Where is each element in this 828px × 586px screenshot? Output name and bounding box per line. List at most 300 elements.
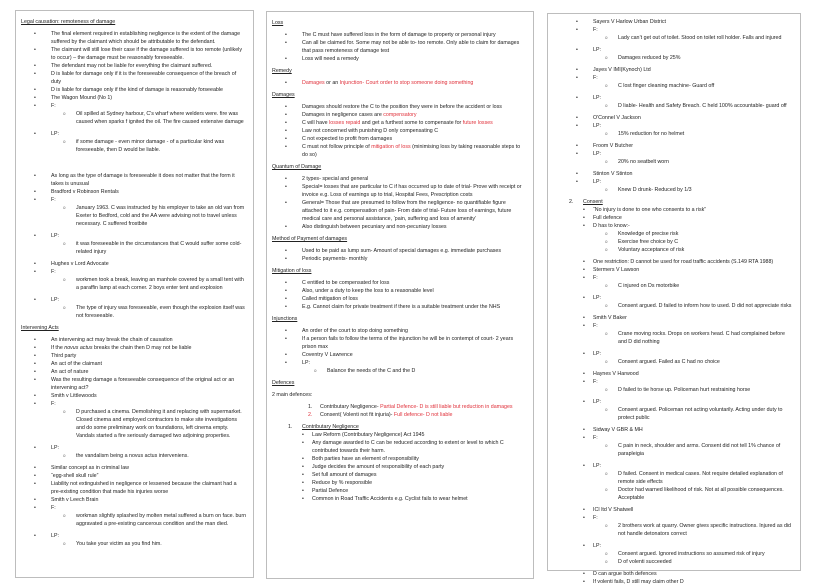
bullet-icon: •	[285, 336, 287, 342]
list-item	[272, 223, 527, 231]
list-item	[21, 232, 247, 256]
list-item	[583, 274, 794, 290]
item-text: General= Those that are presumed to follow from the negligence- no quantifiable figure attached to it e.g. compensation of pain- From date of trial- Future loss of earnings, future medical care and personal assistance, ‘pain, suffering and loss of amenity’	[302, 200, 512, 222]
item-text: The claimant will still lose their case if the damage suffered is too remote (unlikely to occur) – the damage must be reasonably foreseeable.	[51, 47, 242, 61]
sub-list-item	[593, 486, 794, 502]
bullet-icon: •	[285, 248, 287, 254]
item-text: Jayes V IMI(Kynoch) Ltd	[593, 67, 651, 73]
bullet-list	[272, 327, 527, 375]
text-segment: Contributary Negligence-	[320, 404, 381, 410]
list-item	[553, 178, 794, 194]
text-segment: and get a furthest some to compensate for	[360, 120, 463, 126]
item-text: D can argue both defences	[593, 571, 657, 577]
list-item	[21, 464, 247, 472]
item-text: An order of the court to stop doing something	[302, 328, 409, 334]
bullet-icon: •	[34, 393, 36, 399]
bullet-icon: •	[285, 176, 287, 182]
hollow-bullet-icon: o	[314, 368, 317, 373]
list-item	[272, 175, 527, 183]
paragraph: 2 main defences:	[272, 392, 313, 398]
item-text: F:	[51, 505, 56, 511]
sub-list-item	[593, 330, 794, 346]
bullet-icon: •	[285, 120, 287, 126]
bullet-icon: •	[583, 507, 585, 513]
bullet-icon: •	[34, 473, 36, 479]
sub-item-text: Knew D drunk- Reduced by 1/3	[618, 187, 692, 193]
sub-list-item	[593, 246, 794, 254]
bullet-icon: •	[34, 103, 36, 109]
bullet-icon: •	[576, 123, 578, 129]
bullet-icon: •	[285, 80, 287, 86]
bullet-icon: •	[285, 288, 287, 294]
sub-list	[593, 54, 794, 62]
text-segment: Damages in negligence cases are	[302, 112, 384, 118]
list-item	[583, 398, 794, 422]
bullet-icon: •	[583, 259, 585, 265]
bullet-icon: •	[34, 401, 36, 407]
bullet-icon: •	[285, 352, 287, 358]
list-item	[553, 122, 794, 138]
item-text: LP:	[593, 351, 601, 357]
sub-item-text: January 1963. C was instructed by his employer to take an old van from Exeter to Bedford, cold and the AA were advising not to travel unless necessary. C suffered frostbite	[76, 205, 245, 227]
item-text: LP:	[593, 123, 601, 129]
text-segment: (minimising loss by taking reasonable steps to do so)	[302, 144, 521, 158]
hollow-bullet-icon: o	[605, 359, 608, 364]
bullet-icon: •	[285, 104, 287, 110]
list-item	[272, 351, 527, 359]
list-item	[302, 463, 527, 471]
item-text: Similar concept as in criminal law	[51, 465, 130, 471]
sub-item-text: D liable- Health and Safety Breach. C held 100% accountable- guard off	[618, 103, 787, 109]
sub-list	[51, 138, 247, 154]
item-text: LP:	[51, 297, 59, 303]
list-item	[272, 183, 527, 199]
bullet-icon: •	[285, 112, 287, 118]
bullet-icon: •	[583, 427, 585, 433]
sub-item-text: D failed. Consent in medical cases. Not require detailed explanation of remote side effects	[618, 471, 783, 485]
item-text: The defendant may not be liable for everything the claimant suffered.	[51, 63, 213, 69]
item-text: D is liable for damage only if it is the foreseeable consequence of the breach of duty	[51, 71, 237, 85]
item-text: LP:	[593, 463, 601, 469]
item-text: Law not concerned with punishing D only compensating C	[302, 128, 439, 134]
list-item	[583, 370, 794, 378]
numbered-list	[272, 423, 527, 503]
list-item	[272, 335, 527, 351]
sub-list-item	[593, 230, 794, 238]
bullet-icon: •	[285, 136, 287, 142]
section-heading: Legal causation: remoteness of damage	[21, 19, 116, 25]
hollow-bullet-icon: o	[605, 103, 608, 108]
list-item	[583, 462, 794, 502]
numbered-list	[272, 403, 527, 419]
list-item	[21, 368, 247, 376]
list-item	[272, 199, 527, 223]
item-text: Loss will need a remedy	[302, 56, 359, 62]
item-text: LP:	[51, 131, 59, 137]
hollow-bullet-icon: o	[63, 277, 66, 282]
list-item	[272, 135, 527, 143]
sub-list	[593, 34, 794, 42]
hollow-bullet-icon: o	[605, 283, 608, 288]
sub-list-item	[593, 186, 794, 194]
list-item	[583, 294, 794, 310]
list-item	[21, 188, 247, 196]
numbered-list	[553, 198, 794, 586]
bullet-icon: •	[34, 63, 36, 69]
bullet-list	[302, 431, 527, 503]
item-text: LP:	[51, 445, 59, 451]
list-item	[21, 172, 247, 188]
item-number: 2.	[308, 412, 313, 418]
highlighted-text: mitigation of loss	[371, 144, 411, 150]
item-text: F:	[593, 75, 598, 81]
sub-list	[51, 452, 247, 460]
numbered-heading: Consent	[583, 199, 603, 205]
list-item	[272, 31, 527, 39]
text-segment: Consent( Volenti not fit injuria)-	[320, 412, 394, 418]
item-text: F:	[593, 323, 598, 329]
bullet-icon: •	[302, 472, 304, 478]
hollow-bullet-icon: o	[63, 541, 66, 546]
section-heading: Injunctions	[272, 316, 298, 322]
bullet-icon: •	[302, 496, 304, 502]
list-item	[583, 542, 794, 566]
bullet-icon: •	[34, 31, 36, 37]
bullet-icon: •	[583, 515, 585, 521]
sub-item-text: Consent argued. Ignored instructions so assumed risk of injury	[618, 551, 765, 557]
bullet-icon: •	[285, 144, 287, 150]
sub-list	[593, 230, 794, 254]
bullet-icon: •	[583, 351, 585, 357]
list-item	[21, 376, 247, 392]
list-item	[272, 279, 527, 287]
item-text: If a person fails to follow the terms of the injunction he will be in contempt of court- 2 years prison max	[302, 336, 514, 350]
sub-list	[51, 512, 247, 528]
list-item	[583, 266, 794, 274]
text-segment: C must not follow principle of	[302, 144, 372, 150]
list-item	[21, 196, 247, 228]
list-item	[21, 336, 247, 344]
list-item	[583, 258, 794, 266]
list-item	[583, 206, 794, 214]
hollow-bullet-icon: o	[605, 407, 608, 412]
sub-list-item	[51, 452, 247, 460]
bullet-icon: •	[285, 304, 287, 310]
sub-item-text: D of volenti succeeded	[618, 559, 672, 565]
bullet-icon: •	[576, 151, 578, 157]
sub-item-text: the vandalism being a novus actus interveniens.	[76, 453, 189, 459]
item-text: Third party	[51, 353, 77, 359]
item-text: 2 types- special and general	[302, 176, 369, 182]
list-item	[553, 150, 794, 166]
item-text: Hughes v Lord Advocate	[51, 261, 109, 267]
bullet-icon: •	[302, 432, 304, 438]
item-text: Common in Road Traffic Accidents e.g. Cyclist fails to wear helmet	[312, 496, 468, 502]
bullet-icon: •	[34, 337, 36, 343]
item-text: “No injury is done to one who consents to a risk”	[593, 207, 707, 213]
bullet-icon: •	[285, 56, 287, 62]
list-item	[583, 350, 794, 366]
sub-list	[593, 282, 794, 290]
section-heading: Intervening Acts	[21, 325, 59, 331]
sub-item-text: Balance the needs of the C and the D	[327, 368, 416, 374]
list-item	[21, 102, 247, 126]
list-item	[553, 66, 794, 74]
bullet-icon: •	[285, 280, 287, 286]
bullet-icon: •	[34, 131, 36, 137]
bullet-icon: •	[583, 295, 585, 301]
highlighted-text: losses repaid	[329, 120, 361, 126]
sub-item-text: workmen took a break, leaving an manhole covered by a small tent with a paraffin lamp at each corner. 2 boys enter tent and explosion	[76, 277, 244, 291]
sub-list	[593, 358, 794, 366]
list-item	[583, 214, 794, 222]
bullet-icon: •	[583, 579, 585, 585]
list-item	[21, 94, 247, 102]
list-item	[272, 255, 527, 263]
hollow-bullet-icon: o	[605, 443, 608, 448]
item-text: Damages should restore the C to the position they were in before the accident or loss	[302, 104, 502, 110]
item-text: Liability not extinguished in negligence or lessened because the claimant had a pre-existing condition that made his injuries worse	[51, 481, 237, 495]
sub-list	[593, 442, 794, 458]
list-item	[583, 570, 794, 578]
bullet-icon: •	[34, 465, 36, 471]
section-heading: Remedy	[272, 68, 292, 74]
bullet-icon: •	[285, 32, 287, 38]
list-item	[272, 247, 527, 255]
bullet-icon: •	[34, 269, 36, 275]
item-text: LP:	[51, 233, 59, 239]
item-text: E.g. Cannot claim for private treatment if there is a suitable treatment under the NHS	[302, 304, 501, 310]
bullet-icon: •	[34, 71, 36, 77]
bullet-icon: •	[34, 361, 36, 367]
item-text: The final element required in establishing negligence is the extent of the damage suffered by the claimant which should be attributable to the defendant.	[51, 31, 241, 45]
bullet-list	[21, 172, 247, 320]
item-text: LP:	[302, 360, 310, 366]
sub-item-text: Exercise free choice by C	[618, 239, 679, 245]
bullet-icon: •	[576, 19, 578, 25]
list-item	[302, 439, 527, 455]
item-text: Was the resulting damage a foreseeable consequence of the original act or an intervening act?	[51, 377, 235, 391]
sub-list-item	[593, 522, 794, 538]
hollow-bullet-icon: o	[605, 551, 608, 556]
sub-item-text: Crane moving rocks. Drops on workers head. C had complained before and D did nothing	[618, 331, 785, 345]
hollow-bullet-icon: o	[63, 205, 66, 210]
list-item	[583, 434, 794, 458]
numbered-item	[272, 423, 527, 503]
item-text: One restriction: D cannot be used for road traffic accidents (S.149 RTA 1988)	[593, 259, 774, 265]
sub-item-text: C pain in neck, shoulder and arms. Consent did not tell 1% chance of parapleigia	[618, 443, 781, 457]
item-text: The Wagon Mound (No 1)	[51, 95, 113, 101]
hollow-bullet-icon: o	[63, 453, 66, 458]
sub-list-item	[51, 304, 247, 320]
list-item	[21, 260, 247, 268]
item-text: F:	[593, 515, 598, 521]
text-segment: If the	[51, 345, 65, 351]
item-text: F:	[593, 435, 598, 441]
list-item	[21, 30, 247, 46]
list-item	[272, 79, 527, 87]
list-item	[553, 142, 794, 150]
item-text: F:	[51, 269, 56, 275]
bullet-icon: •	[285, 128, 287, 134]
sub-item-text: Damages reduced by 25%	[618, 55, 681, 61]
item-text: D has to know:-	[593, 223, 630, 229]
hollow-bullet-icon: o	[605, 559, 608, 564]
item-text: Can all be claimed for. Some may not be able to- too remote. Only able to claim for damages that pass remoteness of damage test	[302, 40, 520, 54]
list-item	[21, 504, 247, 528]
bullet-icon: •	[302, 464, 304, 470]
list-item	[21, 532, 247, 548]
list-item	[272, 119, 527, 127]
list-item	[272, 55, 527, 63]
sub-list	[51, 408, 247, 440]
item-text: LP:	[593, 399, 601, 405]
bullet-icon: •	[583, 435, 585, 441]
list-item	[21, 62, 247, 70]
hollow-bullet-icon: o	[63, 513, 66, 518]
bullet-icon: •	[34, 233, 36, 239]
bullet-list	[21, 30, 247, 154]
sub-item-text: C injured on Ds motorbike	[618, 283, 680, 289]
bullet-icon: •	[34, 87, 36, 93]
sub-item-text: Oil spilled at Sydney harbour, C's wharf where welders were. fire was caused when sparks f ignited the oil. The fire caused extensive damage	[76, 111, 244, 125]
hollow-bullet-icon: o	[63, 111, 66, 116]
bullet-icon: •	[285, 256, 287, 262]
sub-list	[51, 240, 247, 256]
bullet-icon: •	[34, 445, 36, 451]
bullet-icon: •	[576, 47, 578, 53]
sub-list	[593, 130, 794, 138]
bullet-icon: •	[302, 440, 304, 446]
list-item	[272, 327, 527, 335]
hollow-bullet-icon: o	[605, 231, 608, 236]
item-number: 1.	[308, 404, 313, 410]
item-text: Stinton V Stinton	[593, 171, 633, 177]
notes-panel-remedies	[266, 11, 534, 579]
bullet-list	[272, 79, 527, 87]
list-item	[21, 400, 247, 440]
sub-list-item	[593, 470, 794, 486]
list-item	[553, 26, 794, 42]
bullet-icon: •	[34, 505, 36, 511]
hollow-bullet-icon: o	[605, 159, 608, 164]
sub-item-text: if some damage - even minor damage - of a particular kind was foreseeable, then D would be liable.	[76, 139, 225, 153]
sub-list-item	[593, 158, 794, 166]
list-item	[21, 268, 247, 292]
sub-list-item	[593, 550, 794, 558]
bullet-icon: •	[576, 75, 578, 81]
text-segment: or an	[324, 80, 340, 86]
bullet-list	[272, 279, 527, 311]
sub-list-item	[593, 358, 794, 366]
sub-item-text: The type of injury was foreseeable, even though the explosion itself was not foreseeable.	[76, 305, 245, 319]
bullet-icon: •	[583, 543, 585, 549]
list-item	[302, 495, 527, 503]
sub-item-text: D failed to tie horse up. Policeman hurt restraining horse	[618, 387, 751, 393]
item-text: F:	[593, 275, 598, 281]
sub-list	[593, 470, 794, 502]
bullet-icon: •	[34, 47, 36, 53]
bullet-icon: •	[576, 27, 578, 33]
list-item	[553, 170, 794, 178]
hollow-bullet-icon: o	[605, 487, 608, 492]
list-item	[553, 94, 794, 110]
list-item	[583, 378, 794, 394]
section-heading: Quantum of Damage	[272, 164, 322, 170]
list-item	[272, 111, 527, 119]
bullet-icon: •	[302, 480, 304, 486]
hollow-bullet-icon: o	[605, 523, 608, 528]
item-text: LP:	[593, 295, 601, 301]
item-text: LP:	[593, 95, 601, 101]
bullet-list	[583, 206, 794, 586]
bullet-icon: •	[34, 377, 36, 383]
item-text: Partial Defence	[312, 488, 349, 494]
sub-list	[593, 158, 794, 166]
hollow-bullet-icon: o	[605, 387, 608, 392]
bullet-icon: •	[583, 223, 585, 229]
section-heading: Loss	[272, 20, 284, 26]
item-text: Law Reform (Contributary Negligence) Act 1945	[312, 432, 425, 438]
notes-panel-remoteness	[15, 10, 254, 578]
sub-item-text: You take your victim as you find him.	[76, 541, 162, 547]
bullet-icon: •	[583, 275, 585, 281]
sub-list	[51, 110, 247, 126]
bullet-icon: •	[34, 369, 36, 375]
sub-item-text: 20% no seatbelt worn	[618, 159, 669, 165]
sub-list	[51, 276, 247, 292]
item-text: Haynes V Harwood	[593, 371, 639, 377]
list-item	[302, 455, 527, 463]
item-text: Set full amount of damages	[312, 472, 377, 478]
list-item	[583, 426, 794, 434]
sub-item-text: Voluntary acceptance of risk	[618, 247, 685, 253]
list-item	[21, 472, 247, 480]
sub-list	[593, 302, 794, 310]
sub-list	[302, 367, 527, 375]
item-text: C not expected to profit from damages	[302, 136, 393, 142]
list-item	[21, 444, 247, 460]
list-item	[272, 103, 527, 111]
item-text: Special= losses that are particular to C if has occurred up to date of trial- Prove with receipt or invoice e.g. Loss of earnings up to trial, Hospital Fees, Prescription costs	[302, 184, 522, 198]
sub-list-item	[51, 110, 247, 126]
sub-item-text: D purchased a cinema. Demolishing it and replacing with supermarket. Closed cinema and employed contractors to make site investigations and do some preliminary work on foundations, left cinema empty. Vandals started a fire seriously damaged two adjoining properties.	[76, 409, 242, 439]
hollow-bullet-icon: o	[605, 303, 608, 308]
bullet-list	[21, 336, 247, 548]
section-heading: Defences	[272, 380, 295, 386]
item-text: Reduce by % responsible	[312, 480, 373, 486]
bullet-icon: •	[583, 315, 585, 321]
sub-list-item	[593, 386, 794, 394]
item-text: Also, under a duty to keep the loss to a reasonable level	[302, 288, 434, 294]
bullet-icon: •	[583, 207, 585, 213]
item-text: F:	[593, 379, 598, 385]
sub-list-item	[593, 82, 794, 90]
list-item	[21, 344, 247, 352]
bullet-list	[272, 247, 527, 263]
sub-list-item	[593, 130, 794, 138]
list-item	[272, 127, 527, 135]
list-item	[272, 39, 527, 55]
bullet-icon: •	[285, 40, 287, 46]
list-item	[272, 359, 527, 375]
list-item	[302, 487, 527, 495]
list-item	[583, 506, 794, 514]
hollow-bullet-icon: o	[63, 409, 66, 414]
list-item	[553, 18, 794, 26]
hollow-bullet-icon: o	[605, 187, 608, 192]
bullet-icon: •	[34, 481, 36, 487]
